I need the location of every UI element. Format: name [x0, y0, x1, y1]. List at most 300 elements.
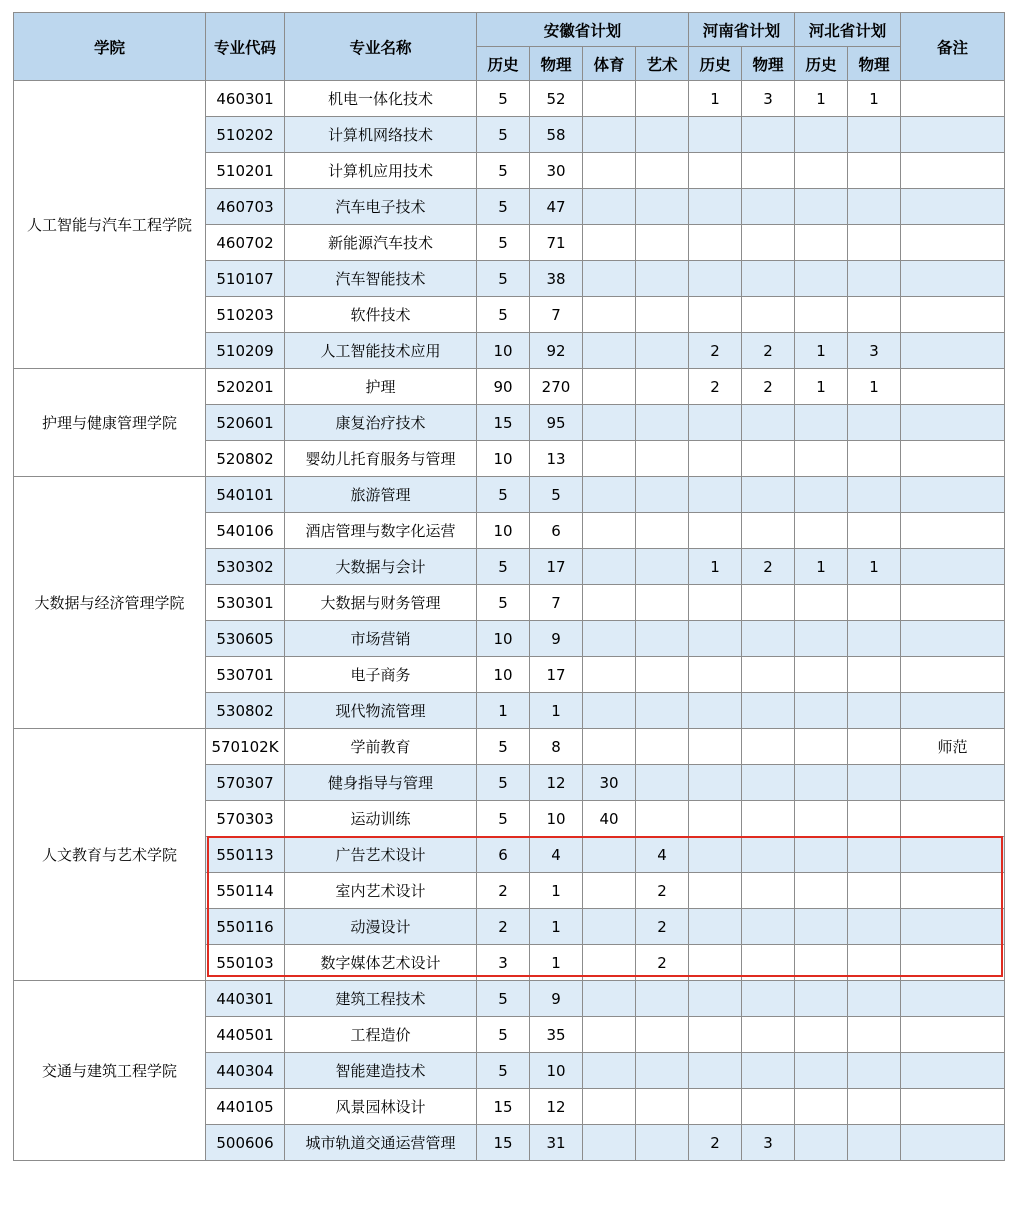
henan-physics-cell [742, 909, 795, 945]
remark-cell [901, 1089, 1005, 1125]
hebei-physics-cell [848, 909, 901, 945]
anhui-physics-cell: 12 [530, 1089, 583, 1125]
hebei-history-cell [795, 657, 848, 693]
hebei-history-cell [795, 513, 848, 549]
anhui-physics-cell: 7 [530, 297, 583, 333]
major-name-cell: 软件技术 [285, 297, 477, 333]
major-name-cell: 汽车智能技术 [285, 261, 477, 297]
major-name-cell: 健身指导与管理 [285, 765, 477, 801]
henan-physics-cell [742, 801, 795, 837]
major-name-cell: 运动训练 [285, 801, 477, 837]
remark-cell [901, 333, 1005, 369]
hebei-physics-cell: 3 [848, 333, 901, 369]
anhui-art-cell [636, 765, 689, 801]
hebei-history-cell [795, 837, 848, 873]
code-cell: 510203 [206, 297, 285, 333]
header-anhui-plan: 安徽省计划 [477, 13, 689, 47]
code-cell: 550103 [206, 945, 285, 981]
henan-history-cell: 2 [689, 1125, 742, 1161]
hebei-history-cell [795, 909, 848, 945]
hebei-physics-cell [848, 261, 901, 297]
code-cell: 570102K [206, 729, 285, 765]
remark-cell [901, 297, 1005, 333]
henan-history-cell [689, 405, 742, 441]
hebei-physics-cell [848, 189, 901, 225]
code-cell: 520201 [206, 369, 285, 405]
hebei-physics-cell [848, 117, 901, 153]
hebei-history-cell [795, 981, 848, 1017]
remark-cell [901, 1053, 1005, 1089]
anhui-art-cell [636, 585, 689, 621]
hebei-history-cell [795, 621, 848, 657]
code-cell: 500606 [206, 1125, 285, 1161]
anhui-art-cell [636, 297, 689, 333]
hebei-history-cell [795, 297, 848, 333]
major-name-cell: 数字媒体艺术设计 [285, 945, 477, 981]
enrollment-plan-table [13, 12, 1005, 1161]
major-name-cell: 护理 [285, 369, 477, 405]
anhui-history-cell: 2 [477, 909, 530, 945]
anhui-history-cell: 10 [477, 513, 530, 549]
anhui-physics-cell: 7 [530, 585, 583, 621]
henan-physics-cell [742, 1053, 795, 1089]
code-cell: 510209 [206, 333, 285, 369]
anhui-physics-cell: 270 [530, 369, 583, 405]
anhui-history-cell: 15 [477, 405, 530, 441]
hebei-history-cell [795, 873, 848, 909]
hebei-physics-cell: 1 [848, 81, 901, 117]
anhui-sports-cell [583, 549, 636, 585]
henan-physics-cell [742, 153, 795, 189]
hebei-physics-cell [848, 441, 901, 477]
remark-cell [901, 441, 1005, 477]
major-name-cell: 婴幼儿托育服务与管理 [285, 441, 477, 477]
anhui-physics-cell: 92 [530, 333, 583, 369]
anhui-history-cell: 5 [477, 117, 530, 153]
header-major-name: 专业名称 [285, 13, 477, 81]
henan-physics-cell [742, 477, 795, 513]
hebei-history-cell [795, 1125, 848, 1161]
major-name-cell: 汽车电子技术 [285, 189, 477, 225]
anhui-history-cell: 5 [477, 477, 530, 513]
henan-history-cell: 1 [689, 81, 742, 117]
code-cell: 570303 [206, 801, 285, 837]
henan-physics-cell [742, 405, 795, 441]
header-hebei-physics: 物理 [848, 47, 901, 81]
remark-cell [901, 513, 1005, 549]
anhui-sports-cell [583, 261, 636, 297]
anhui-physics-cell: 9 [530, 981, 583, 1017]
henan-history-cell [689, 981, 742, 1017]
major-name-cell: 广告艺术设计 [285, 837, 477, 873]
major-name-cell: 新能源汽车技术 [285, 225, 477, 261]
college-name-cell [14, 81, 206, 369]
hebei-physics-cell [848, 981, 901, 1017]
remark-cell [901, 225, 1005, 261]
anhui-history-cell: 2 [477, 873, 530, 909]
header-code: 专业代码 [206, 13, 285, 81]
major-name-cell: 机电一体化技术 [285, 81, 477, 117]
anhui-history-cell: 5 [477, 585, 530, 621]
henan-physics-cell [742, 297, 795, 333]
anhui-sports-cell [583, 981, 636, 1017]
anhui-history-cell: 5 [477, 225, 530, 261]
anhui-art-cell [636, 1053, 689, 1089]
anhui-history-cell: 5 [477, 153, 530, 189]
college-name-cell [14, 369, 206, 477]
anhui-art-cell [636, 189, 689, 225]
header-henan-physics: 物理 [742, 47, 795, 81]
hebei-history-cell [795, 477, 848, 513]
hebei-physics-cell [848, 693, 901, 729]
remark-cell [901, 765, 1005, 801]
anhui-history-cell: 10 [477, 441, 530, 477]
anhui-physics-cell: 1 [530, 909, 583, 945]
anhui-physics-cell: 5 [530, 477, 583, 513]
anhui-art-cell [636, 729, 689, 765]
anhui-art-cell: 2 [636, 873, 689, 909]
remark-cell [901, 657, 1005, 693]
henan-physics-cell [742, 693, 795, 729]
anhui-sports-cell [583, 117, 636, 153]
anhui-physics-cell: 9 [530, 621, 583, 657]
henan-history-cell [689, 837, 742, 873]
hebei-physics-cell [848, 837, 901, 873]
anhui-sports-cell [583, 1089, 636, 1125]
henan-history-cell [689, 1053, 742, 1089]
anhui-physics-cell: 8 [530, 729, 583, 765]
college-name-cell [14, 729, 206, 981]
hebei-physics-cell [848, 945, 901, 981]
hebei-physics-cell [848, 657, 901, 693]
hebei-physics-cell [848, 297, 901, 333]
hebei-physics-cell [848, 513, 901, 549]
anhui-art-cell [636, 117, 689, 153]
henan-physics-cell [742, 117, 795, 153]
anhui-sports-cell [583, 1017, 636, 1053]
header-anhui-art: 艺术 [636, 47, 689, 81]
henan-physics-cell: 3 [742, 1125, 795, 1161]
major-name-cell: 酒店管理与数字化运营 [285, 513, 477, 549]
table-header [14, 13, 1005, 81]
henan-history-cell [689, 513, 742, 549]
henan-physics-cell [742, 513, 795, 549]
hebei-physics-cell [848, 801, 901, 837]
anhui-physics-cell: 31 [530, 1125, 583, 1161]
remark-cell [901, 621, 1005, 657]
major-name-cell: 建筑工程技术 [285, 981, 477, 1017]
anhui-physics-cell: 10 [530, 1053, 583, 1089]
hebei-history-cell [795, 441, 848, 477]
code-cell: 440501 [206, 1017, 285, 1053]
anhui-sports-cell [583, 333, 636, 369]
anhui-physics-cell: 1 [530, 945, 583, 981]
college-name: 交通与建筑工程学院 [41, 1061, 177, 1080]
code-cell: 530302 [206, 549, 285, 585]
code-cell: 540106 [206, 513, 285, 549]
anhui-history-cell: 5 [477, 729, 530, 765]
remark-cell [901, 873, 1005, 909]
hebei-physics-cell [848, 1017, 901, 1053]
code-cell: 510107 [206, 261, 285, 297]
remark-cell [901, 1017, 1005, 1053]
hebei-history-cell: 1 [795, 369, 848, 405]
anhui-art-cell [636, 333, 689, 369]
code-cell: 530802 [206, 693, 285, 729]
code-cell: 510201 [206, 153, 285, 189]
anhui-sports-cell [583, 621, 636, 657]
hebei-physics-cell [848, 1125, 901, 1161]
anhui-physics-cell: 6 [530, 513, 583, 549]
anhui-physics-cell: 12 [530, 765, 583, 801]
anhui-art-cell [636, 513, 689, 549]
anhui-sports-cell: 40 [583, 801, 636, 837]
anhui-art-cell [636, 261, 689, 297]
anhui-physics-cell: 17 [530, 657, 583, 693]
anhui-sports-cell [583, 513, 636, 549]
anhui-sports-cell: 30 [583, 765, 636, 801]
table-row [14, 729, 1005, 765]
henan-history-cell [689, 585, 742, 621]
anhui-history-cell: 5 [477, 1017, 530, 1053]
hebei-physics-cell [848, 729, 901, 765]
hebei-history-cell [795, 693, 848, 729]
anhui-art-cell: 2 [636, 945, 689, 981]
henan-history-cell: 2 [689, 333, 742, 369]
college-name-cell [14, 477, 206, 729]
hebei-history-cell [795, 801, 848, 837]
college-name: 人文教育与艺术学院 [41, 845, 177, 864]
anhui-history-cell: 15 [477, 1125, 530, 1161]
anhui-art-cell [636, 981, 689, 1017]
table-row [14, 477, 1005, 513]
henan-physics-cell [742, 189, 795, 225]
hebei-history-cell [795, 261, 848, 297]
henan-history-cell [689, 621, 742, 657]
henan-history-cell: 2 [689, 369, 742, 405]
code-cell: 440105 [206, 1089, 285, 1125]
hebei-history-cell [795, 153, 848, 189]
code-cell: 530605 [206, 621, 285, 657]
henan-history-cell [689, 801, 742, 837]
henan-physics-cell [742, 873, 795, 909]
anhui-history-cell: 10 [477, 621, 530, 657]
code-cell: 540101 [206, 477, 285, 513]
anhui-history-cell: 5 [477, 297, 530, 333]
anhui-sports-cell [583, 225, 636, 261]
major-name-cell: 室内艺术设计 [285, 873, 477, 909]
hebei-physics-cell [848, 1089, 901, 1125]
anhui-sports-cell [583, 153, 636, 189]
code-cell: 440304 [206, 1053, 285, 1089]
hebei-history-cell [795, 189, 848, 225]
anhui-sports-cell [583, 1053, 636, 1089]
code-cell: 510202 [206, 117, 285, 153]
code-cell: 530301 [206, 585, 285, 621]
henan-physics-cell [742, 585, 795, 621]
anhui-art-cell [636, 657, 689, 693]
anhui-history-cell: 90 [477, 369, 530, 405]
hebei-physics-cell [848, 477, 901, 513]
anhui-history-cell: 5 [477, 189, 530, 225]
major-name-cell: 市场营销 [285, 621, 477, 657]
henan-history-cell [689, 225, 742, 261]
anhui-art-cell [636, 621, 689, 657]
remark-cell: 师范 [901, 729, 1005, 765]
major-name-cell: 计算机应用技术 [285, 153, 477, 189]
henan-physics-cell [742, 837, 795, 873]
anhui-history-cell: 5 [477, 765, 530, 801]
code-cell: 520601 [206, 405, 285, 441]
anhui-sports-cell [583, 441, 636, 477]
remark-cell [901, 405, 1005, 441]
henan-history-cell [689, 117, 742, 153]
henan-physics-cell: 3 [742, 81, 795, 117]
anhui-history-cell: 10 [477, 657, 530, 693]
anhui-physics-cell: 4 [530, 837, 583, 873]
major-name-cell: 城市轨道交通运营管理 [285, 1125, 477, 1161]
anhui-history-cell: 15 [477, 1089, 530, 1125]
hebei-physics-cell: 1 [848, 549, 901, 585]
hebei-physics-cell [848, 585, 901, 621]
major-name-cell: 旅游管理 [285, 477, 477, 513]
anhui-history-cell: 5 [477, 261, 530, 297]
anhui-physics-cell: 35 [530, 1017, 583, 1053]
college-name: 大数据与经济管理学院 [34, 593, 185, 612]
henan-history-cell: 1 [689, 549, 742, 585]
henan-history-cell [689, 1017, 742, 1053]
remark-cell [901, 189, 1005, 225]
henan-physics-cell [742, 261, 795, 297]
hebei-history-cell [795, 945, 848, 981]
henan-physics-cell: 2 [742, 549, 795, 585]
henan-physics-cell [742, 945, 795, 981]
code-cell: 550116 [206, 909, 285, 945]
anhui-art-cell [636, 369, 689, 405]
anhui-physics-cell: 52 [530, 81, 583, 117]
hebei-physics-cell [848, 225, 901, 261]
code-cell: 460301 [206, 81, 285, 117]
anhui-history-cell: 5 [477, 1053, 530, 1089]
anhui-art-cell [636, 549, 689, 585]
henan-physics-cell: 2 [742, 369, 795, 405]
hebei-history-cell [795, 1017, 848, 1053]
anhui-physics-cell: 10 [530, 801, 583, 837]
hebei-history-cell [795, 765, 848, 801]
header-anhui-physics: 物理 [530, 47, 583, 81]
anhui-history-cell: 6 [477, 837, 530, 873]
anhui-sports-cell [583, 189, 636, 225]
remark-cell [901, 693, 1005, 729]
anhui-sports-cell [583, 477, 636, 513]
henan-history-cell [689, 477, 742, 513]
henan-history-cell [689, 441, 742, 477]
henan-physics-cell [742, 1089, 795, 1125]
hebei-history-cell [795, 405, 848, 441]
remark-cell [901, 585, 1005, 621]
anhui-physics-cell: 58 [530, 117, 583, 153]
hebei-history-cell [795, 225, 848, 261]
anhui-history-cell: 10 [477, 333, 530, 369]
table-row [14, 81, 1005, 117]
table-body [14, 81, 1005, 1161]
henan-history-cell [689, 1089, 742, 1125]
anhui-art-cell: 4 [636, 837, 689, 873]
hebei-history-cell [795, 117, 848, 153]
anhui-sports-cell [583, 693, 636, 729]
anhui-art-cell [636, 1125, 689, 1161]
anhui-physics-cell: 38 [530, 261, 583, 297]
henan-physics-cell [742, 657, 795, 693]
major-name-cell: 现代物流管理 [285, 693, 477, 729]
hebei-history-cell: 1 [795, 333, 848, 369]
anhui-sports-cell [583, 585, 636, 621]
anhui-history-cell: 5 [477, 981, 530, 1017]
header-henan-history: 历史 [689, 47, 742, 81]
henan-physics-cell [742, 225, 795, 261]
anhui-art-cell [636, 693, 689, 729]
hebei-physics-cell [848, 873, 901, 909]
hebei-physics-cell [848, 405, 901, 441]
header-college: 学院 [14, 13, 206, 81]
anhui-sports-cell [583, 657, 636, 693]
anhui-sports-cell [583, 837, 636, 873]
code-cell: 550114 [206, 873, 285, 909]
header-remark: 备注 [901, 13, 1005, 81]
henan-history-cell [689, 729, 742, 765]
code-cell: 570307 [206, 765, 285, 801]
hebei-history-cell [795, 729, 848, 765]
hebei-physics-cell [848, 621, 901, 657]
header-hebei-plan: 河北省计划 [795, 13, 901, 47]
table-row [14, 981, 1005, 1017]
anhui-physics-cell: 30 [530, 153, 583, 189]
henan-physics-cell [742, 765, 795, 801]
major-name-cell: 大数据与财务管理 [285, 585, 477, 621]
henan-history-cell [689, 153, 742, 189]
remark-cell [901, 909, 1005, 945]
remark-cell [901, 117, 1005, 153]
henan-history-cell [689, 189, 742, 225]
hebei-history-cell [795, 1089, 848, 1125]
anhui-history-cell: 5 [477, 801, 530, 837]
major-name-cell: 学前教育 [285, 729, 477, 765]
anhui-sports-cell [583, 729, 636, 765]
hebei-history-cell: 1 [795, 81, 848, 117]
code-cell: 460703 [206, 189, 285, 225]
hebei-physics-cell [848, 765, 901, 801]
code-cell: 550113 [206, 837, 285, 873]
remark-cell [901, 945, 1005, 981]
major-name-cell: 风景园林设计 [285, 1089, 477, 1125]
anhui-art-cell [636, 801, 689, 837]
header-anhui-sports: 体育 [583, 47, 636, 81]
remark-cell [901, 369, 1005, 405]
henan-physics-cell [742, 621, 795, 657]
remark-cell [901, 1125, 1005, 1161]
hebei-physics-cell [848, 1053, 901, 1089]
remark-cell [901, 981, 1005, 1017]
anhui-physics-cell: 17 [530, 549, 583, 585]
anhui-art-cell [636, 441, 689, 477]
hebei-physics-cell [848, 153, 901, 189]
code-cell: 460702 [206, 225, 285, 261]
henan-history-cell [689, 657, 742, 693]
remark-cell [901, 837, 1005, 873]
code-cell: 530701 [206, 657, 285, 693]
remark-cell [901, 477, 1005, 513]
anhui-physics-cell: 1 [530, 693, 583, 729]
